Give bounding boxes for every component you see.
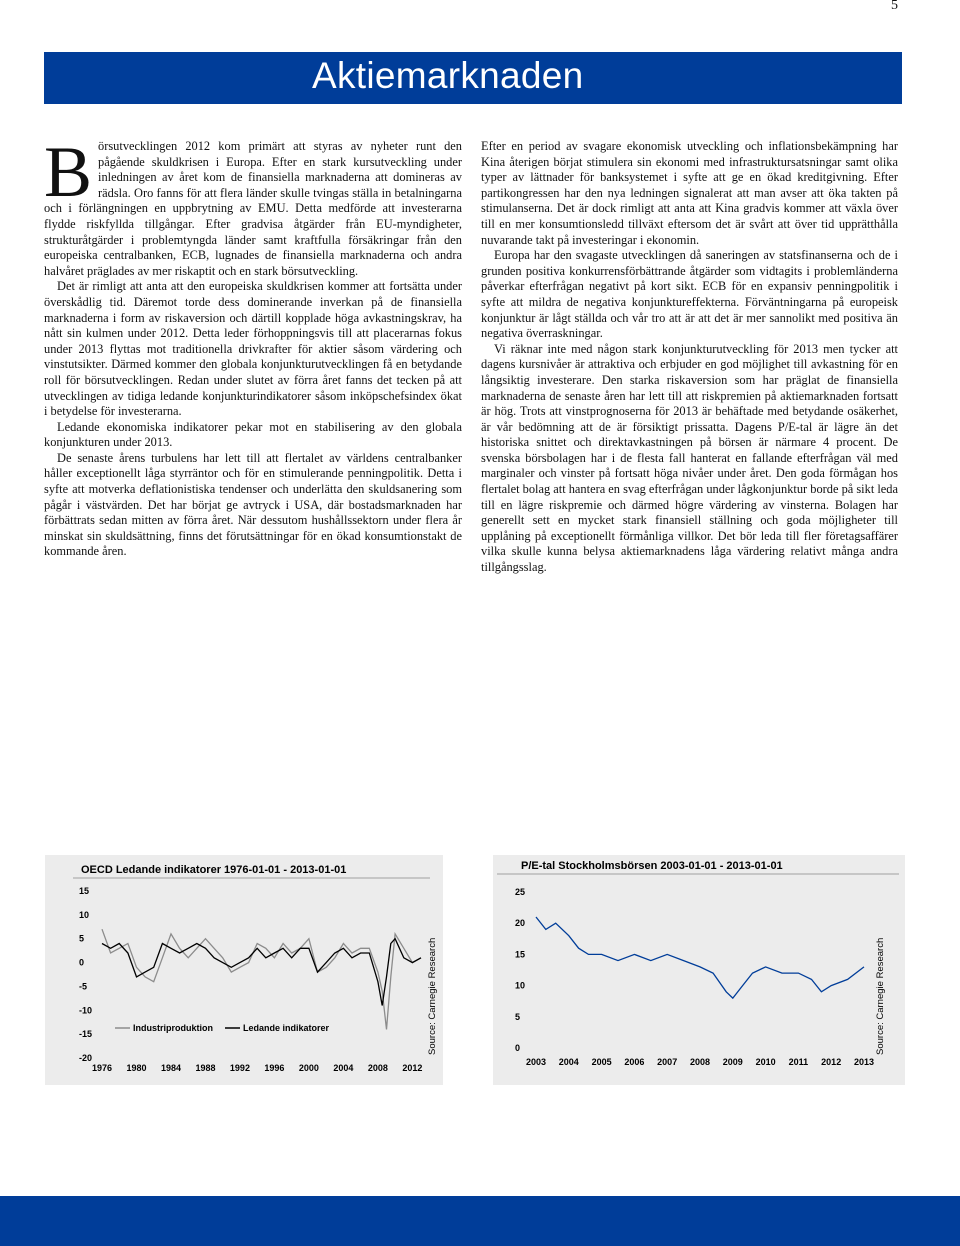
pe-chart	[493, 855, 905, 1085]
paragraph: De senaste årens turbulens har lett till att flertalet av världens centralbanker håller exceptionellt låga styrräntor och för en stimulerande penningpolitik. Detta i syfte att motverka deflationistiska tendenser och underlätta den skuldsanering som pågår i västvärden. Det har börjat ge avtryck i USA, där bostadsmarknaden har förbättrats sedan mitten av förra året. När dessutom hushållssektorn under flera år minskat sin skuldsättning, finns det förutsättningar för en ökad konsumtionstakt de kommande åren.	[44, 450, 462, 559]
section-banner	[44, 52, 902, 104]
x-tick-label: 2011	[788, 1057, 809, 1067]
y-tick-label: 10	[515, 980, 526, 991]
x-tick-label: 1996	[264, 1063, 285, 1073]
x-tick-label: 2004	[333, 1063, 354, 1073]
y-tick-label: -5	[79, 981, 88, 992]
y-tick-label: 10	[79, 909, 90, 920]
y-tick-label: 5	[515, 1011, 521, 1022]
drop-cap: B	[44, 132, 93, 212]
series-line-0	[102, 929, 421, 1029]
y-tick-label: 15	[515, 949, 526, 960]
chart-title: P/E-tal Stockholmsbörsen 2003-01-01 - 2013-01-01	[521, 860, 783, 872]
paragraph: Ledande ekonomiska indikatorer pekar mot en stabilisering av den globala konjunkturen under 2013.	[44, 419, 462, 450]
page-number: 5	[891, 0, 898, 13]
series-line-0	[536, 917, 864, 998]
x-tick-label: 2013	[853, 1057, 875, 1067]
chart-legend	[115, 1023, 330, 1033]
y-tick-label: -20	[79, 1053, 93, 1063]
chart-source: Source: Carnegie Research	[427, 937, 438, 1055]
legend-label: Ledande indikatorer	[243, 1023, 330, 1033]
x-tick-label: 2008	[367, 1063, 388, 1073]
paragraph: Efter en period av svagare ekonomisk utveckling och inflationsbekämpning har Kina återigen börjat stimulera sin ekonomi med infrastruktursatsningar samt olika typer av lättnader för banksystemet i syfte att ge en ökad kreditgivning. Efter partikongressen har den nya ledningen signalerat att man avser att öka takten på stimulanserna. Det är dock rimligt att anta att Kina gradvis kommer att växla över till en mer konsumtionsledd tillväxt eftersom det är svårt att över tid upprätthålla nuvarande takt på investeringar i ekonomin.	[481, 139, 898, 247]
x-tick-label: 1984	[160, 1063, 181, 1073]
y-tick-label: 20	[515, 918, 526, 929]
paragraph: Det är rimligt att anta att den europeiska skuldkrisen kommer att fortsätta under överskådlig tid. Däremot torde dess dominerande inverkan på de finansiella marknaderna i form av riskaversion och därtill kopplade höga avkastningskrav, ha nått sin kulmen under 2012. Detta leder förhoppningsvis till att placerarnas fokus under 2013 flyttas mot traditionella drivkrafter för aktier såsom värdering och vinstutsikter. Därmed kommer den globala konjunkturutvecklingen få en betydande roll för börsutvecklingen. Redan under slutet av förra året fanns det tecken på att utvecklingen av tidiga ledande konjunkturindikatorer såsom inköpschefsindex ökat i betydelse för investerarna.	[44, 279, 462, 419]
chart-title: OECD Ledande indikatorer 1976-01-01 - 2013-01-01	[81, 864, 347, 876]
y-tick-label: 25	[515, 887, 526, 897]
y-tick-label: 0	[79, 957, 85, 968]
chart-source: Source: Carnegie Research	[875, 937, 886, 1055]
footer-bar	[0, 1196, 960, 1246]
paragraph: Europa har den svagaste utvecklingen då saneringen av statsfinanserna och de i grunden positiva konkurrensförbättrande åtgärder som vidtagits i problemländerna påverkar efterfrågan negativt på kort sikt. ECB för en expansiv penningpolitik i syfte att mildra de negativa konjunktureffekterna. Förväntningarna på europeisk konjunktur är lågt ställda och vår tro att är att det är mer sannolikt med positiva än negativa överraskningar.	[481, 248, 898, 341]
x-tick-label: 1992	[229, 1063, 250, 1073]
x-tick-label: 1980	[126, 1063, 147, 1073]
y-tick-label: 15	[79, 886, 90, 896]
x-tick-label: 2005	[591, 1057, 612, 1067]
page-title: Aktiemarknaden	[312, 55, 584, 96]
oecd-chart-svg	[45, 855, 443, 1085]
x-tick-label: 2007	[657, 1057, 678, 1067]
x-tick-label: 2006	[624, 1057, 645, 1067]
x-tick-label: 2012	[402, 1063, 423, 1073]
x-tick-label: 1976	[91, 1063, 113, 1073]
oecd-chart	[45, 855, 443, 1085]
x-tick-label: 2010	[755, 1057, 776, 1067]
x-tick-label: 2009	[722, 1057, 743, 1067]
x-tick-label: 1988	[195, 1063, 216, 1073]
legend-label: Industriproduktion	[133, 1023, 213, 1033]
y-tick-label: -15	[79, 1029, 93, 1040]
x-tick-label: 2008	[689, 1057, 711, 1067]
y-tick-label: 5	[79, 933, 85, 944]
x-tick-label: 2000	[298, 1063, 319, 1073]
left-column	[44, 132, 462, 560]
paragraph: Vi räknar inte med någon stark konjunkturutveckling för 2013 men tycker att dagens kursnivåer är attraktiva och erbjuder en god möjlighet till avkastning för en långsiktig investerare. Den starka riskaversion som har präglat de finansiella marknaderna de senaste åren har lett till att riskpremien på aktiemarknaden fortsatt är hög. Trots att vinstprognoserna för 2013 är behäftade med betydande osäkerhet, är vår bedömning att de är försiktigt prissatta. Dagens P/E-tal är lägre än det historiska snittet och direktavkastningen på börsen är närmare 4 procent. De svenska börsbolagen har i de flesta fall hanterat en fallande efterfrågan väl med marginaler och vinster på fortsatt höga nivåer under året. Den goda förmågan hos flertalet bolag att hantera en svag efterfrågan under lågkonjunktur borde på sikt leda till en lägre riskpremie och därmed högre värdering av vinsterna. Bolagen har generellt sett en mycket stark finansiell ställning och goda möjligheter till upplåning på exceptionellt förmånliga villkor. Det bör leda till fler företagsaffärer vilka skulle kunna belysa aktiemarknadens låga värdering relativt många andra tillgångsslag.	[481, 341, 898, 575]
x-tick-label: 2004	[558, 1057, 579, 1067]
y-tick-label: -10	[79, 1005, 93, 1016]
x-tick-label: 2012	[821, 1057, 842, 1067]
series-line-1	[102, 939, 421, 1006]
right-column	[481, 139, 898, 576]
x-tick-label: 2003	[525, 1057, 547, 1067]
y-tick-label: 0	[515, 1043, 521, 1053]
paragraph: Börsutvecklingen 2012 kom primärt att styras av nyheter runt den pågående skuldkrisen i Europa. Efter en stark kursutveckling under inledningen av året kom de finansiella marknaderna att domineras av rädsla. Oro fanns för att flera länder skulle tvingas ställa in betalningarna och i förlängningen en uppbrytning av EMU. Detta medförde att investerarna flydde riskfyllda tillgångar. Efter gradvisa åtgärder från EU-myndigheter, strukturåtgärder i problemtyngda länder samt kraftfulla försäkringar från den europeiska centralbanken, ECB, lugnades de finansiella marknaderna och andra halvåret präglades av mer riskaptit och en stark börsutveckling.	[44, 132, 462, 278]
pe-chart-svg	[493, 855, 905, 1085]
